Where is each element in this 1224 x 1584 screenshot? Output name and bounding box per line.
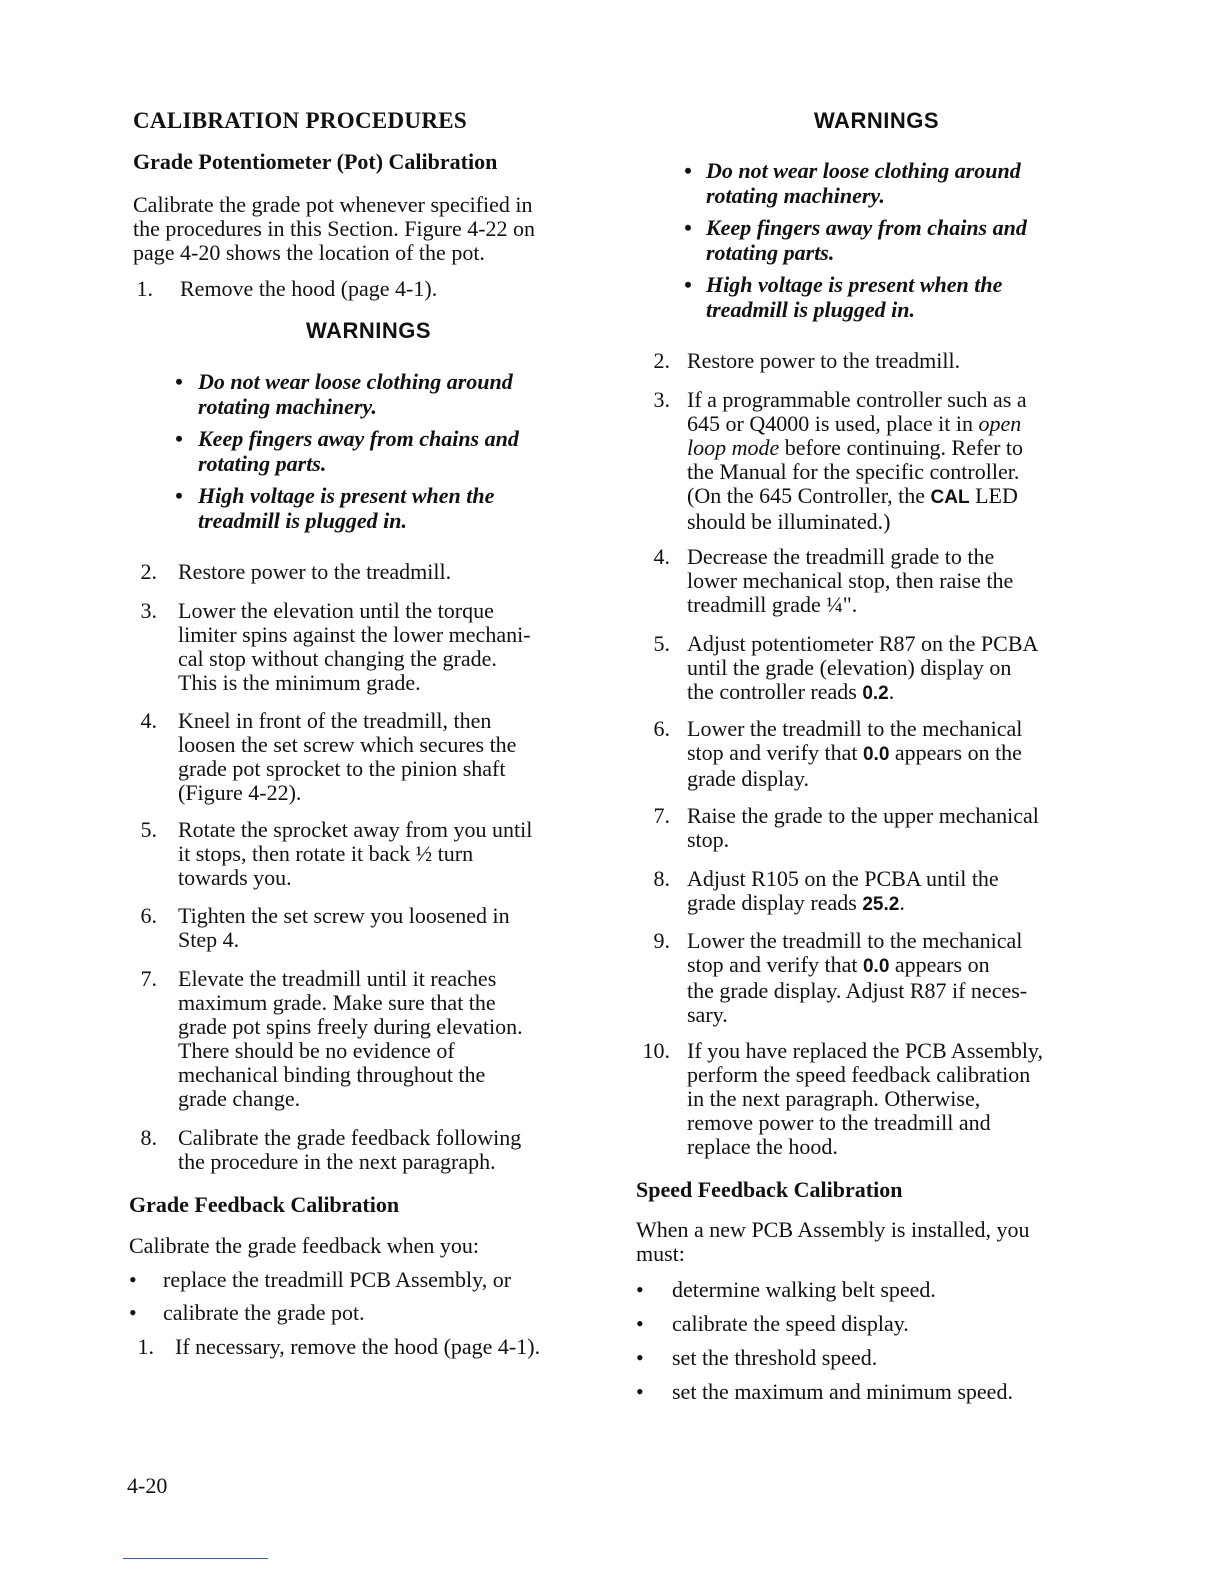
step-number: 1. [137, 1334, 154, 1359]
step-number: 2. [140, 559, 157, 584]
step-number: 6. [140, 903, 157, 928]
step-number: 4. [140, 708, 157, 733]
step-number: 5. [140, 817, 157, 842]
cal-led-label: CAL [930, 487, 970, 508]
intro-paragraph [133, 193, 535, 265]
footer-rule [123, 1558, 268, 1559]
subheading-speed-feedback: Speed Feedback Calibration [636, 1177, 903, 1202]
step-number: 10. [642, 1038, 670, 1063]
bullet-dot: • [636, 1345, 644, 1370]
warnings-title-right: WARNINGS [814, 108, 939, 133]
bullet-dot: • [636, 1311, 644, 1336]
intro-line: Calibrate the grade pot whenever specified in [133, 192, 533, 217]
intro-line: page 4-20 shows the location of the pot. [133, 240, 485, 265]
subheading-grade-pot: Grade Potentiometer (Pot) Calibration [133, 149, 498, 174]
subheading-grade-feedback: Grade Feedback Calibration [129, 1192, 400, 1217]
step-number: 7. [653, 803, 670, 828]
feedback-intro: Calibrate the grade feedback when you: [129, 1233, 480, 1258]
bullet-dot: • [129, 1300, 137, 1325]
step-number: 1. [136, 276, 153, 301]
step-number: 8. [653, 866, 670, 891]
step-number: 7. [140, 966, 157, 991]
step-text: Remove the hood (page 4-1). [180, 276, 438, 301]
bullet-dot: • [684, 215, 692, 240]
display-value: 0.0 [862, 744, 890, 765]
section-heading: CALIBRATION PROCEDURES [133, 108, 467, 133]
bullet-dot: • [684, 272, 692, 297]
display-value: 25.2 [862, 894, 900, 915]
bullet-dot: • [636, 1277, 644, 1302]
step-number: 3. [140, 598, 157, 623]
warnings-title: WARNINGS [306, 318, 431, 343]
speed-intro: When a new PCB Assembly is installed, you must: [636, 1217, 1030, 1266]
bullet-dot: • [175, 426, 183, 451]
bullet-dot: • [175, 483, 183, 508]
step-number: 6. [653, 716, 670, 741]
bullet-dot: • [636, 1379, 644, 1404]
page-number: 4-20 [127, 1473, 168, 1498]
display-value: 0.2 [862, 683, 889, 704]
step-number: 9. [653, 928, 670, 953]
step-number: 5. [653, 631, 670, 656]
bullet-dot: • [129, 1267, 137, 1292]
intro-line: the procedures in this Section. Figure 4-22 on [133, 216, 536, 241]
bullet-dot: • [175, 369, 183, 394]
step-number: 2. [653, 348, 670, 373]
bullet-dot: • [684, 158, 692, 183]
display-value: 0.0 [862, 956, 890, 977]
step-number: 3. [653, 387, 670, 412]
step-number: 4. [653, 544, 670, 569]
step-number: 8. [140, 1125, 157, 1150]
